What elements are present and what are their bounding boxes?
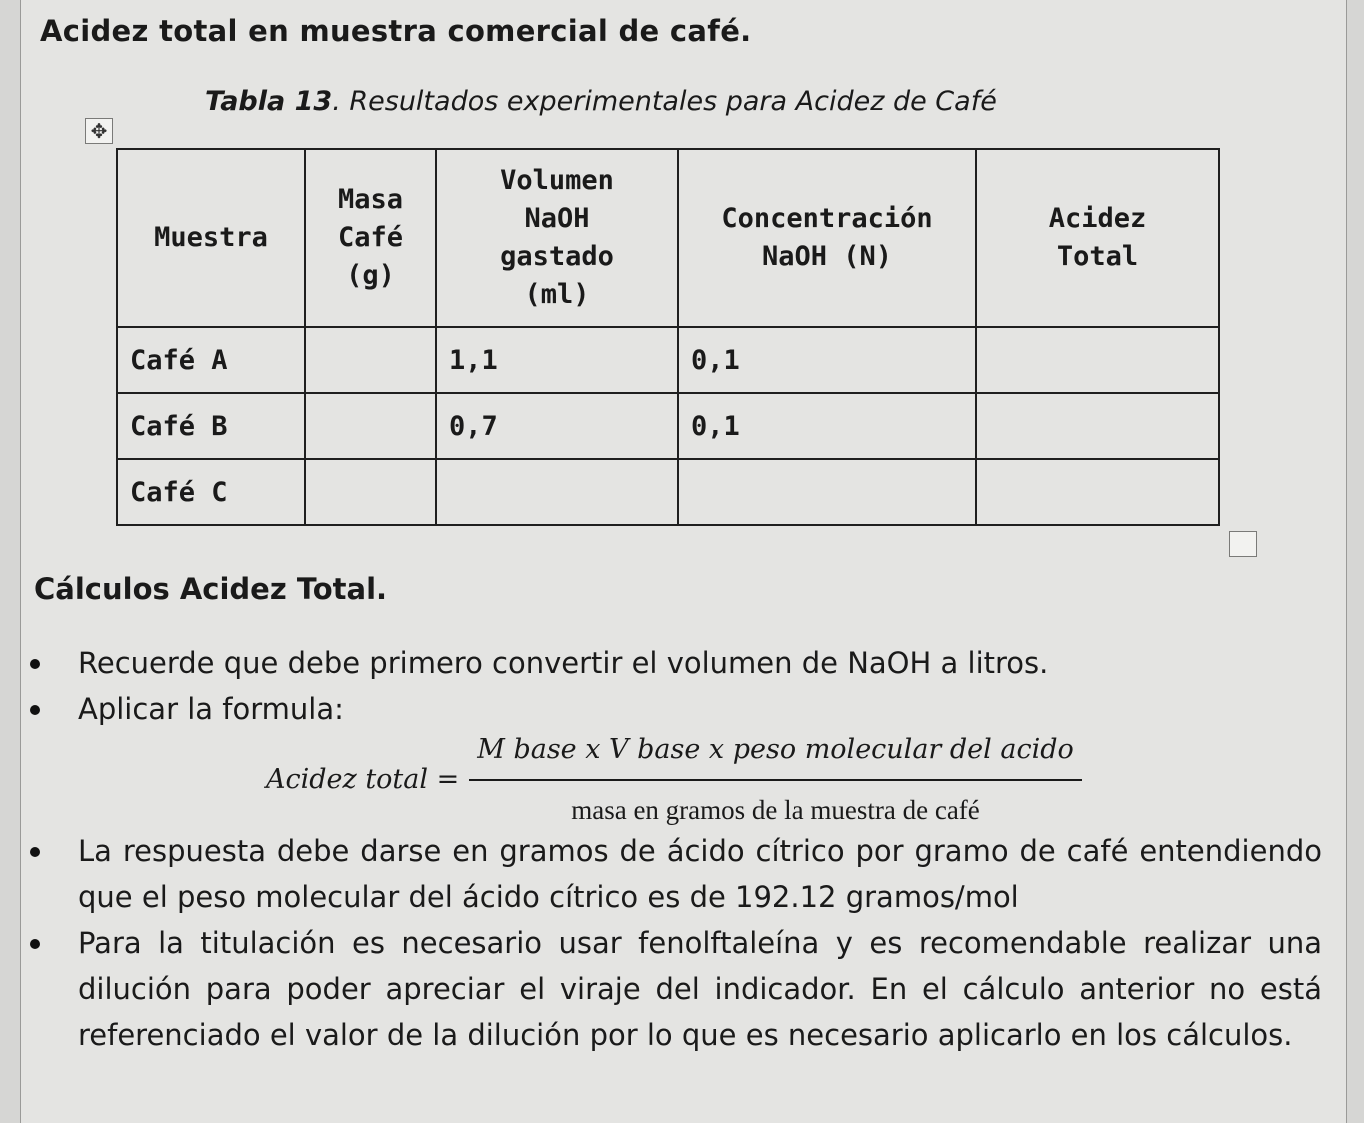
table-caption [205,86,997,117]
table-row [117,393,1219,459]
cell-volume[interactable]: 1,1 [436,327,678,393]
document-title: Acidez total en muestra comercial de café. [40,14,752,48]
formula-lhs: Acidez total = [266,764,460,795]
table-row [117,327,1219,393]
cell-sample[interactable]: Café C [117,459,305,525]
instructions-list [30,640,1330,1058]
list-item [30,686,1330,732]
bullet-icon [30,847,40,857]
cell-concentration[interactable] [678,459,976,525]
cell-mass[interactable] [305,393,436,459]
cell-acidity[interactable] [976,393,1219,459]
header-masa-cafe: Masa Café (g) [305,149,436,327]
bullet-icon [30,939,40,949]
header-muestra: Muestra [117,149,305,327]
header-acidez-total: Acidez Total [976,149,1219,327]
table-resize-handle-icon[interactable] [1229,531,1257,557]
cell-sample[interactable]: Café B [117,393,305,459]
bullet-icon [30,659,40,669]
header-concentracion-naoh: Concentración NaOH (N) [678,149,976,327]
bullet-text: Aplicar la formula: [78,692,344,726]
formula-block [30,732,1330,828]
cell-mass[interactable] [305,459,436,525]
cell-sample[interactable]: Café A [117,327,305,393]
cell-acidity[interactable] [976,327,1219,393]
list-item [30,640,1330,686]
list-item [30,828,1330,920]
formula-fraction [469,727,1082,833]
bullet-text: La respuesta debe darse en gramos de ácido cítrico por gramo de café entendiendo que el peso molecular del ácido cítrico es de 192.12 gramos/mol [78,834,1322,914]
table-caption-number: Tabla 13 [205,86,333,117]
cell-acidity[interactable] [976,459,1219,525]
cell-concentration[interactable]: 0,1 [678,393,976,459]
table-row [117,459,1219,525]
formula-numerator: M base x V base x peso molecular del acido [469,727,1082,781]
bullet-text: Recuerde que debe primero convertir el volumen de NaOH a litros. [78,646,1049,680]
table-caption-text: . Resultados experimentales para Acidez de Café [332,86,997,117]
bullet-icon [30,705,40,715]
results-table [116,148,1220,526]
formula-denominator: masa en gramos de la muestra de café [571,795,980,825]
acidity-formula [266,732,1082,828]
cell-volume[interactable]: 0,7 [436,393,678,459]
cell-concentration[interactable]: 0,1 [678,327,976,393]
list-item [30,920,1330,1058]
cell-volume[interactable] [436,459,678,525]
bullet-text: Para la titulación es necesario usar fenolftaleína y es recomendable realizar una dilución para poder apreciar el viraje del indicador. En el cálculo anterior no está referenciado el valor de la dilución por lo que es necesario aplicarlo en los cálculos. [78,926,1322,1052]
table-header-row [117,149,1219,327]
section-title: Cálculos Acidez Total. [34,572,388,606]
table-move-handle-icon[interactable]: ✥ [85,118,113,144]
header-volumen-naoh: Volumen NaOH gastado (ml) [436,149,678,327]
cell-mass[interactable] [305,327,436,393]
